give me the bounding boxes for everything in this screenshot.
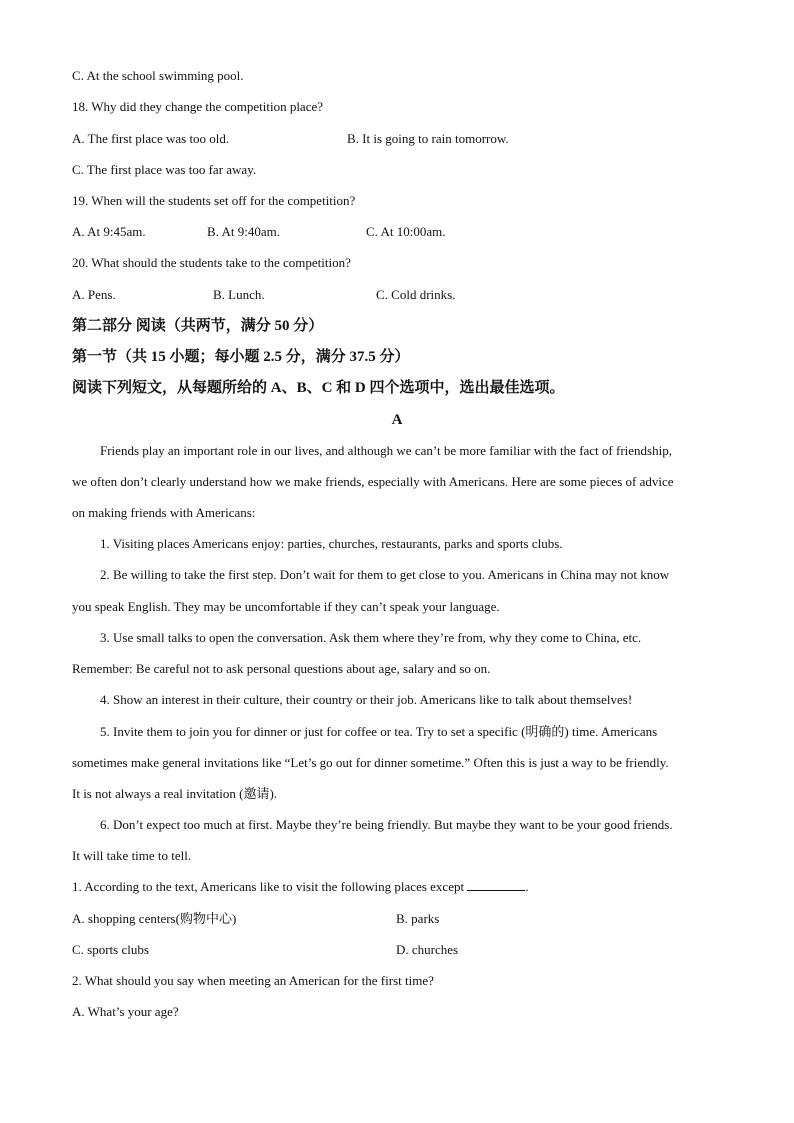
passage-line: we often don’t clearly understand how we make friends, especially with Americans. Here are some pieces of advice bbox=[72, 474, 674, 489]
q19-option-c: C. At 10:00am. bbox=[366, 224, 446, 239]
passage-line: 2. Be willing to take the first step. Don’t wait for them to get close to you. Americans in China may not know bbox=[100, 567, 670, 582]
part-two-title: 第二部分 阅读（共两节，满分 50 分） bbox=[72, 318, 324, 334]
passage-line: sometimes make general invitations like “Let’s go out for dinner sometime.” Often this is just a way to be friendly. bbox=[72, 755, 669, 770]
p1-question-text: 1. According to the text, Americans like to visit the following places except bbox=[72, 879, 465, 894]
q17-option-c: C. At the school swimming pool. bbox=[72, 68, 244, 83]
passage-line: Friends play an important role in our lives, and although we can’t be more familiar with the fact of friendship, bbox=[100, 443, 672, 458]
p1-option-b: B. parks bbox=[396, 911, 440, 926]
p2-question: 2. What should you say when meeting an American for the first time? bbox=[72, 973, 434, 988]
q19-question: 19. When will the students set off for the competition? bbox=[72, 193, 356, 208]
p1-option-c: C. sports clubs bbox=[72, 942, 149, 957]
q20-option-c: C. Cold drinks. bbox=[376, 287, 456, 302]
passage-line: you speak English. They may be uncomfortable if they can’t speak your language. bbox=[72, 599, 500, 614]
p1-question bbox=[72, 879, 529, 895]
answer-blank bbox=[467, 879, 525, 891]
q18-option-b: B. It is going to rain tomorrow. bbox=[347, 131, 509, 146]
q20-option-a: A. Pens. bbox=[72, 287, 116, 302]
passage-line: 3. Use small talks to open the conversation. Ask them where they’re from, why they come to China, etc. bbox=[100, 630, 642, 645]
passage-line: 1. Visiting places Americans enjoy: parties, churches, restaurants, parks and sports clubs. bbox=[100, 536, 563, 551]
passage-line: It is not always a real invitation (邀请). bbox=[72, 786, 278, 801]
p1-question-end: . bbox=[525, 879, 529, 894]
passage-line: Remember: Be careful not to ask personal questions about age, salary and so on. bbox=[72, 661, 491, 676]
q18-option-a: A. The first place was too old. bbox=[72, 131, 230, 146]
passage-line: 6. Don’t expect too much at first. Maybe they’re being friendly. But maybe they want to be your good friends. bbox=[100, 817, 673, 832]
q18-question: 18. Why did they change the competition place? bbox=[72, 99, 324, 114]
passage-line: 4. Show an interest in their culture, their country or their job. Americans like to talk about themselves! bbox=[100, 692, 633, 707]
reading-instruction: 阅读下列短文，从每题所给的 A、B、C 和 D 四个选项中，选出最佳选项。 bbox=[72, 380, 565, 396]
p1-option-d: D. churches bbox=[396, 942, 459, 957]
q19-option-a: A. At 9:45am. bbox=[72, 224, 146, 239]
p2-option-a: A. What’s your age? bbox=[72, 1004, 179, 1019]
q20-question: 20. What should the students take to the competition? bbox=[72, 255, 351, 270]
passage-label: A bbox=[391, 412, 403, 428]
passage-line: on making friends with Americans: bbox=[72, 505, 256, 520]
q19-option-b: B. At 9:40am. bbox=[207, 224, 280, 239]
section-one-title: 第一节（共 15 小题；每小题 2.5 分，满分 37.5 分） bbox=[72, 349, 410, 365]
p1-option-a: A. shopping centers(购物中心) bbox=[72, 911, 237, 926]
passage-line: 5. Invite them to join you for dinner or just for coffee or tea. Try to set a specific (明确的) time. Americans bbox=[100, 724, 658, 739]
q18-option-c: C. The first place was too far away. bbox=[72, 162, 257, 177]
passage-line: It will take time to tell. bbox=[72, 848, 192, 863]
q20-option-b: B. Lunch. bbox=[213, 287, 265, 302]
